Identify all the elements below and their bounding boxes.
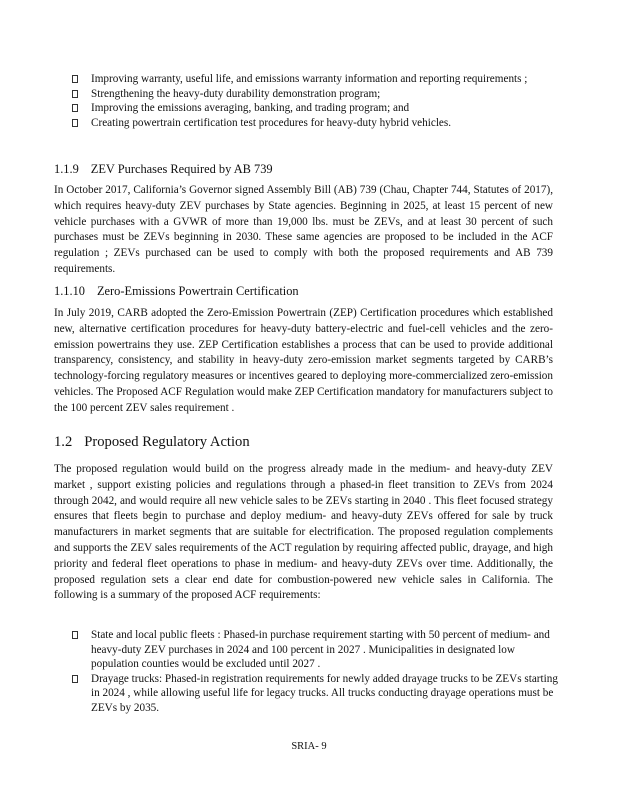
section-1-1-9-heading — [54, 161, 273, 177]
section-1-1-9-body: In October 2017, California’s Governor signed Assembly Bill (AB) 739 (Chau, Chapter 744, Statutes of 2017), which requires heavy-duty ZEV purchases by State agencies. Beginning in 2025, at least 15 percent of new vehicle purchases with a GVWR of more than 19,000 lbs. must be ZEVs, and at least 30 percent of such purchases must be ZEVs beginning in 2030. These same agencies are proposed to be included in the ACF regulation ; ZEVs purchased can be used to comply with both the proposed requirements and AB 739 requirements. — [54, 184, 553, 275]
bullet-icon — [72, 104, 78, 112]
list-item: Improving warranty, useful life, and emissions warranty information and reporting requirements ; — [72, 72, 562, 87]
list-item: State and local public fleets : Phased-in purchase requirement starting with 50 percent of medium- and heavy-duty ZEV purchases in 2024 and 100 percent in 2027 . Municipalities in designated low population counties would be excluded until 2027 . — [72, 628, 562, 672]
bullet-icon — [72, 119, 78, 127]
bullet-icon — [72, 675, 78, 683]
section-title: ZEV Purchases Required by AB 739 — [90, 162, 273, 176]
top-bullet-list — [72, 72, 562, 130]
bullet-icon — [72, 75, 78, 83]
list-item: Creating powertrain certification test procedures for heavy-duty hybrid vehicles. — [72, 116, 562, 131]
requirements-bullet-list — [72, 628, 562, 715]
list-item: Strengthening the heavy-duty durability demonstration program; — [72, 87, 562, 102]
page-number: SRIA- 9 — [291, 741, 327, 752]
bullet-icon — [72, 90, 78, 98]
section-1-2-heading — [54, 433, 250, 451]
section-number: 1.1.9 — [54, 162, 79, 176]
section-1-2-body: The proposed regulation would build on the progress already made in the medium- and heavy-duty ZEV market , support existing policies and regulations through a phased-in fleet transition to ZEVs from 2024 through 2042, and would require all new vehicle sales to be ZEVs starting in 2040 . This fleet focused strategy ensures that fleets begin to purchase and deploy medium- and heavy-duty ZEVs offered for sale by truck manufacturers in market segments that are suitable for electrification. The proposed regulation complements and supports the ZEV sales requirements of the ACT regulation by requiring affected public, drayage, and high priority and federal fleet operations to phase in medium- and heavy-duty ZEVs over time. Additionally, the proposed regulation sets a clear end date for combustion-powered new vehicle sales in California. The following is a summary of the proposed ACF requirements: — [54, 463, 553, 602]
list-item: Improving the emissions averaging, banking, and trading program; and — [72, 101, 562, 116]
bullet-icon — [72, 631, 78, 639]
list-item: Drayage trucks: Phased-in registration requirements for newly added drayage trucks to be ZEVs starting in 2024 , while allowing useful life for legacy trucks. All trucks conducting drayage operations must be ZEVs by 2035. — [72, 672, 562, 716]
section-number: 1.2 — [54, 434, 73, 450]
section-title: Proposed Regulatory Action — [84, 434, 250, 450]
section-1-1-10-heading — [54, 283, 299, 299]
section-1-1-10-body: In July 2019, CARB adopted the Zero-Emission Powertrain (ZEP) Certification procedures which established new, alternative certification procedures for heavy-duty battery-electric and fuel-cell vehicles and the zero-emission powertrains they use. ZEP Certification establishes a process that can be used to provide additional transparency, consistency, and stability in heavy-duty zero-emission market segments targeted by CARB’s technology-forcing regulatory measures or incentives geared to deploying more-commercialized zero-emission vehicles. The Proposed ACF Regulation would make ZEP Certification mandatory for manufacturers subject to the 100 percent ZEV sales requirement . — [54, 307, 553, 414]
section-title: Zero-Emissions Powertrain Certification — [96, 284, 299, 298]
section-number: 1.1.10 — [54, 284, 85, 298]
